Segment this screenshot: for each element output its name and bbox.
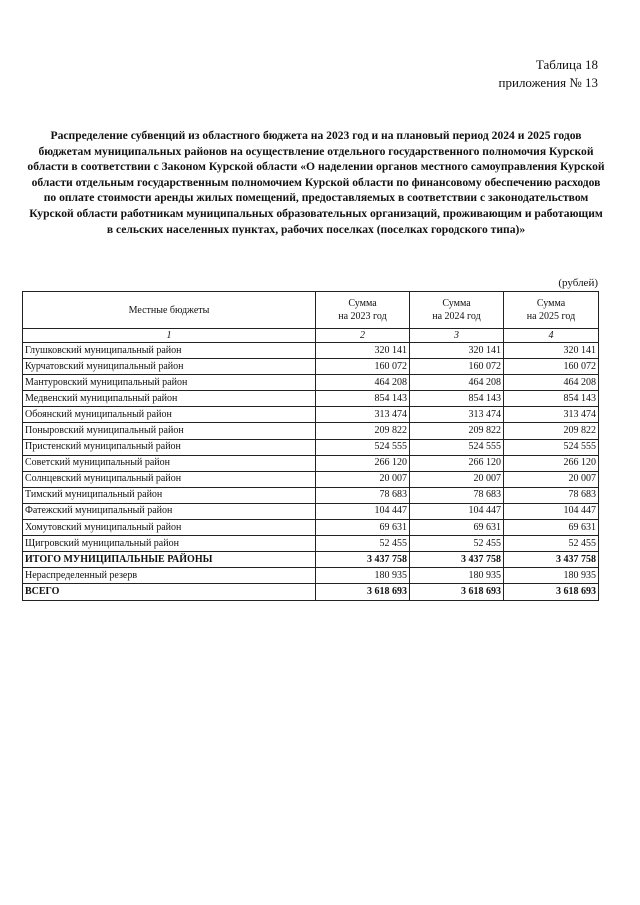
table-row — [23, 503, 599, 519]
amount-2025: 313 474 — [504, 407, 599, 423]
amount-2024: 209 822 — [410, 423, 504, 439]
table-row — [23, 471, 599, 487]
column-index: 2 — [316, 329, 410, 343]
col-header-2025: Сумма на 2025 год — [504, 292, 599, 329]
table-row — [23, 375, 599, 391]
column-index: 4 — [504, 329, 599, 343]
amount-2023: 464 208 — [316, 375, 410, 391]
budget-table — [22, 291, 599, 601]
amount-2025: 20 007 — [504, 471, 599, 487]
amount-2024: 20 007 — [410, 471, 504, 487]
district-name: Глушковский муниципальный район — [23, 343, 316, 359]
district-name: Фатежский муниципальный район — [23, 503, 316, 519]
district-name: Обоянский муниципальный район — [23, 407, 316, 423]
table-row — [23, 423, 599, 439]
district-name: Хомутовский муниципальный район — [23, 520, 316, 536]
amount-2023: 69 631 — [316, 520, 410, 536]
district-name: Щигровский муниципальный район — [23, 536, 316, 552]
grand-total-row — [23, 584, 599, 600]
amount-2024: 320 141 — [410, 343, 504, 359]
district-name: Советский муниципальный район — [23, 455, 316, 471]
table-body — [23, 343, 599, 601]
amount-2023: 52 455 — [316, 536, 410, 552]
table-row — [23, 343, 599, 359]
amount-2025: 52 455 — [504, 536, 599, 552]
amount-2023: 854 143 — [316, 391, 410, 407]
amount-2024: 104 447 — [410, 503, 504, 519]
amount-2024: 52 455 — [410, 536, 504, 552]
table-row — [23, 520, 599, 536]
table-row — [23, 439, 599, 455]
amount-2024: 3 437 758 — [410, 552, 504, 568]
table-row — [23, 407, 599, 423]
amount-2024: 313 474 — [410, 407, 504, 423]
col-header-2023: Сумма на 2023 год — [316, 292, 410, 329]
amount-2023: 3 618 693 — [316, 584, 410, 600]
amount-2023: 160 072 — [316, 359, 410, 375]
amount-2025: 160 072 — [504, 359, 599, 375]
amount-2023: 313 474 — [316, 407, 410, 423]
col-header-2024: Сумма на 2024 год — [410, 292, 504, 329]
document-title: Распределение субвенций из областного бюджета на 2023 год и на плановый период 2024 и 2025 годов бюджетам муниципальных районов на осуществление отдельного государственного полномочия Курской области в соответствии с Законом Курской области «О наделении органов местного самоуправления Курской области отдельным государственным полномочием Курской области по финансовому обеспечению расходов по оплате стоимости аренды жилых помещений, предоставляемых в соответствии с законодательством Курской области работникам муниципальных образовательных организаций, проживающим и работающим в сельских населенных пунктах, рабочих поселках (поселках городского типа)» — [27, 129, 605, 236]
table-row — [23, 536, 599, 552]
amount-2023: 266 120 — [316, 455, 410, 471]
amount-2025: 69 631 — [504, 520, 599, 536]
table-row — [23, 455, 599, 471]
column-index: 1 — [23, 329, 316, 343]
amount-2025: 266 120 — [504, 455, 599, 471]
amount-2024: 160 072 — [410, 359, 504, 375]
amount-2023: 78 683 — [316, 487, 410, 503]
district-name: Нераспределенный резерв — [23, 568, 316, 584]
amount-2023: 524 555 — [316, 439, 410, 455]
amount-2023: 104 447 — [316, 503, 410, 519]
amount-2024: 524 555 — [410, 439, 504, 455]
amount-2025: 209 822 — [504, 423, 599, 439]
table-row — [23, 391, 599, 407]
amount-2024: 266 120 — [410, 455, 504, 471]
amount-2025: 78 683 — [504, 487, 599, 503]
amount-2025: 180 935 — [504, 568, 599, 584]
amount-2025: 3 618 693 — [504, 584, 599, 600]
amount-2025: 320 141 — [504, 343, 599, 359]
amount-2023: 180 935 — [316, 568, 410, 584]
table-number: Таблица 18 — [535, 57, 598, 72]
column-index-row — [23, 329, 599, 343]
district-name: Тимский муниципальный район — [23, 487, 316, 503]
amount-2024: 78 683 — [410, 487, 504, 503]
table-reference — [499, 56, 598, 92]
amount-2023: 3 437 758 — [316, 552, 410, 568]
col-header-budgets: Местные бюджеты — [23, 292, 316, 329]
unit-label: (рублей) — [558, 277, 598, 289]
amount-2023: 209 822 — [316, 423, 410, 439]
district-name: Курчатовский муниципальный район — [23, 359, 316, 375]
amount-2023: 20 007 — [316, 471, 410, 487]
district-name: ВСЕГО — [23, 584, 316, 600]
reserve-row — [23, 568, 599, 584]
district-name: Медвенский муниципальный район — [23, 391, 316, 407]
table-header-row — [23, 292, 599, 329]
appendix-number: приложения № 13 — [498, 75, 598, 90]
amount-2024: 464 208 — [410, 375, 504, 391]
district-name: Солнцевский муниципальный район — [23, 471, 316, 487]
table-row — [23, 359, 599, 375]
total-districts-row — [23, 552, 599, 568]
table-row — [23, 487, 599, 503]
district-name: Пристенский муниципальный район — [23, 439, 316, 455]
amount-2023: 320 141 — [316, 343, 410, 359]
amount-2025: 3 437 758 — [504, 552, 599, 568]
amount-2025: 464 208 — [504, 375, 599, 391]
district-name: Мантуровский муниципальный район — [23, 375, 316, 391]
amount-2024: 3 618 693 — [410, 584, 504, 600]
amount-2024: 69 631 — [410, 520, 504, 536]
district-name: Поныровский муниципальный район — [23, 423, 316, 439]
amount-2024: 180 935 — [410, 568, 504, 584]
district-name: ИТОГО МУНИЦИПАЛЬНЫЕ РАЙОНЫ — [23, 552, 316, 568]
amount-2024: 854 143 — [410, 391, 504, 407]
amount-2025: 854 143 — [504, 391, 599, 407]
column-index: 3 — [410, 329, 504, 343]
amount-2025: 524 555 — [504, 439, 599, 455]
amount-2025: 104 447 — [504, 503, 599, 519]
